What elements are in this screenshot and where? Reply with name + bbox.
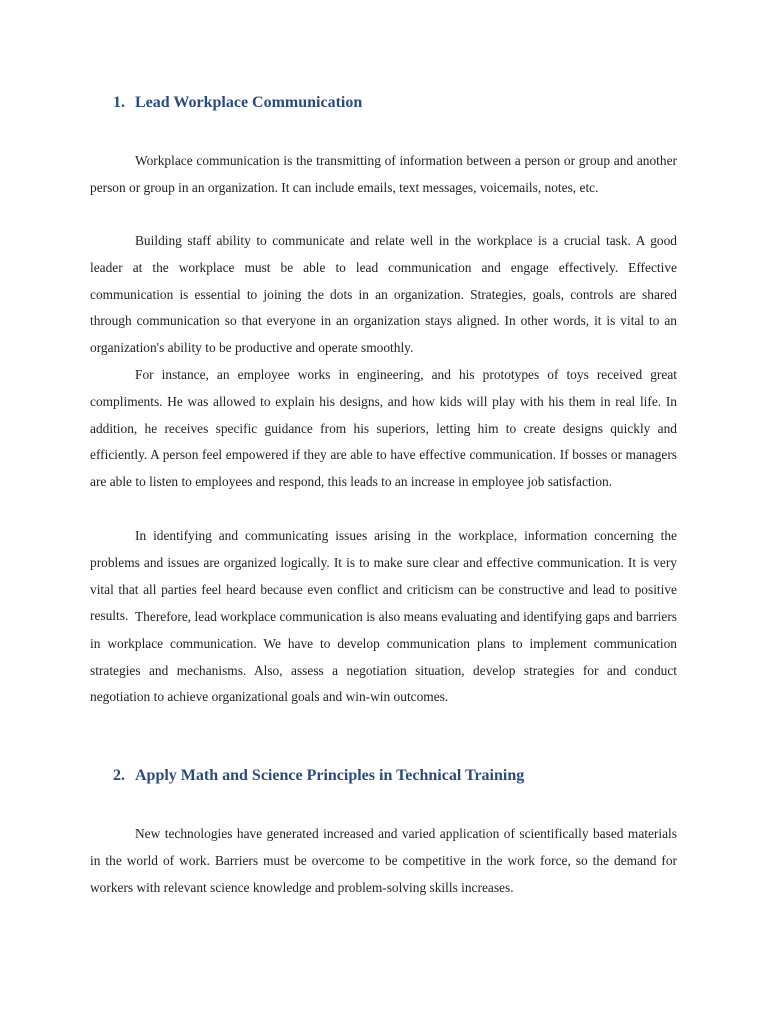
section-title: Apply Math and Science Principles in Technical Training [135, 767, 525, 784]
section-heading-1 [113, 94, 362, 112]
section-number: 1. [113, 94, 125, 111]
body-paragraph: For instance, an employee works in engineering, and his prototypes of toys received great compliments. He was allowed to explain his designs, and how kids will play with his them in real life. In addition, he receives specific guidance from his superiors, letting him to create designs quickly and efficiently. A person feel empowered if they are able to have effective communication. If bosses or managers are able to listen to employees and respond, this leads to an increase in employee job satisfaction. [90, 367, 677, 490]
body-paragraph: In identifying and communicating issues arising in the workplace, information concerning the problems and issues are organized logically. It is to make sure clear and effective communication. It is very vital that all parties feel heard because even conflict and criticism can be constructive and lead to positive results. [90, 528, 677, 624]
section-number: 2. [113, 767, 125, 784]
body-paragraph: Building staff ability to communicate and relate well in the workplace is a crucial task. A good leader at the workplace must be able to lead communication and engage effectively. Effective communication is essential to joining the dots in an organization. Strategies, goals, controls are shared through communication so that everyone in an organization stays aligned. In other words, it is vital to an organization's ability to be productive and operate smoothly. [90, 233, 677, 356]
body-paragraph: Workplace communication is the transmitting of information between a person or group and another person or group in an organization. It can include emails, text messages, voicemails, notes, etc. [90, 153, 677, 195]
body-paragraph: New technologies have generated increased and varied application of scientifically based materials in the world of work. Barriers must be overcome to be competitive in the work force, so the demand for workers with relevant science knowledge and problem-solving skills increases. [90, 826, 677, 895]
section-title: Lead Workplace Communication [135, 94, 363, 111]
body-paragraph: Therefore, lead workplace communication is also means evaluating and identifying gaps and barriers in workplace communication. We have to develop communication plans to implement communication strategies and mechanisms. Also, assess a negotiation situation, develop strategies for and conduct negotiation to achieve organizational goals and win-win outcomes. [90, 609, 677, 705]
section-heading-2 [113, 767, 524, 785]
